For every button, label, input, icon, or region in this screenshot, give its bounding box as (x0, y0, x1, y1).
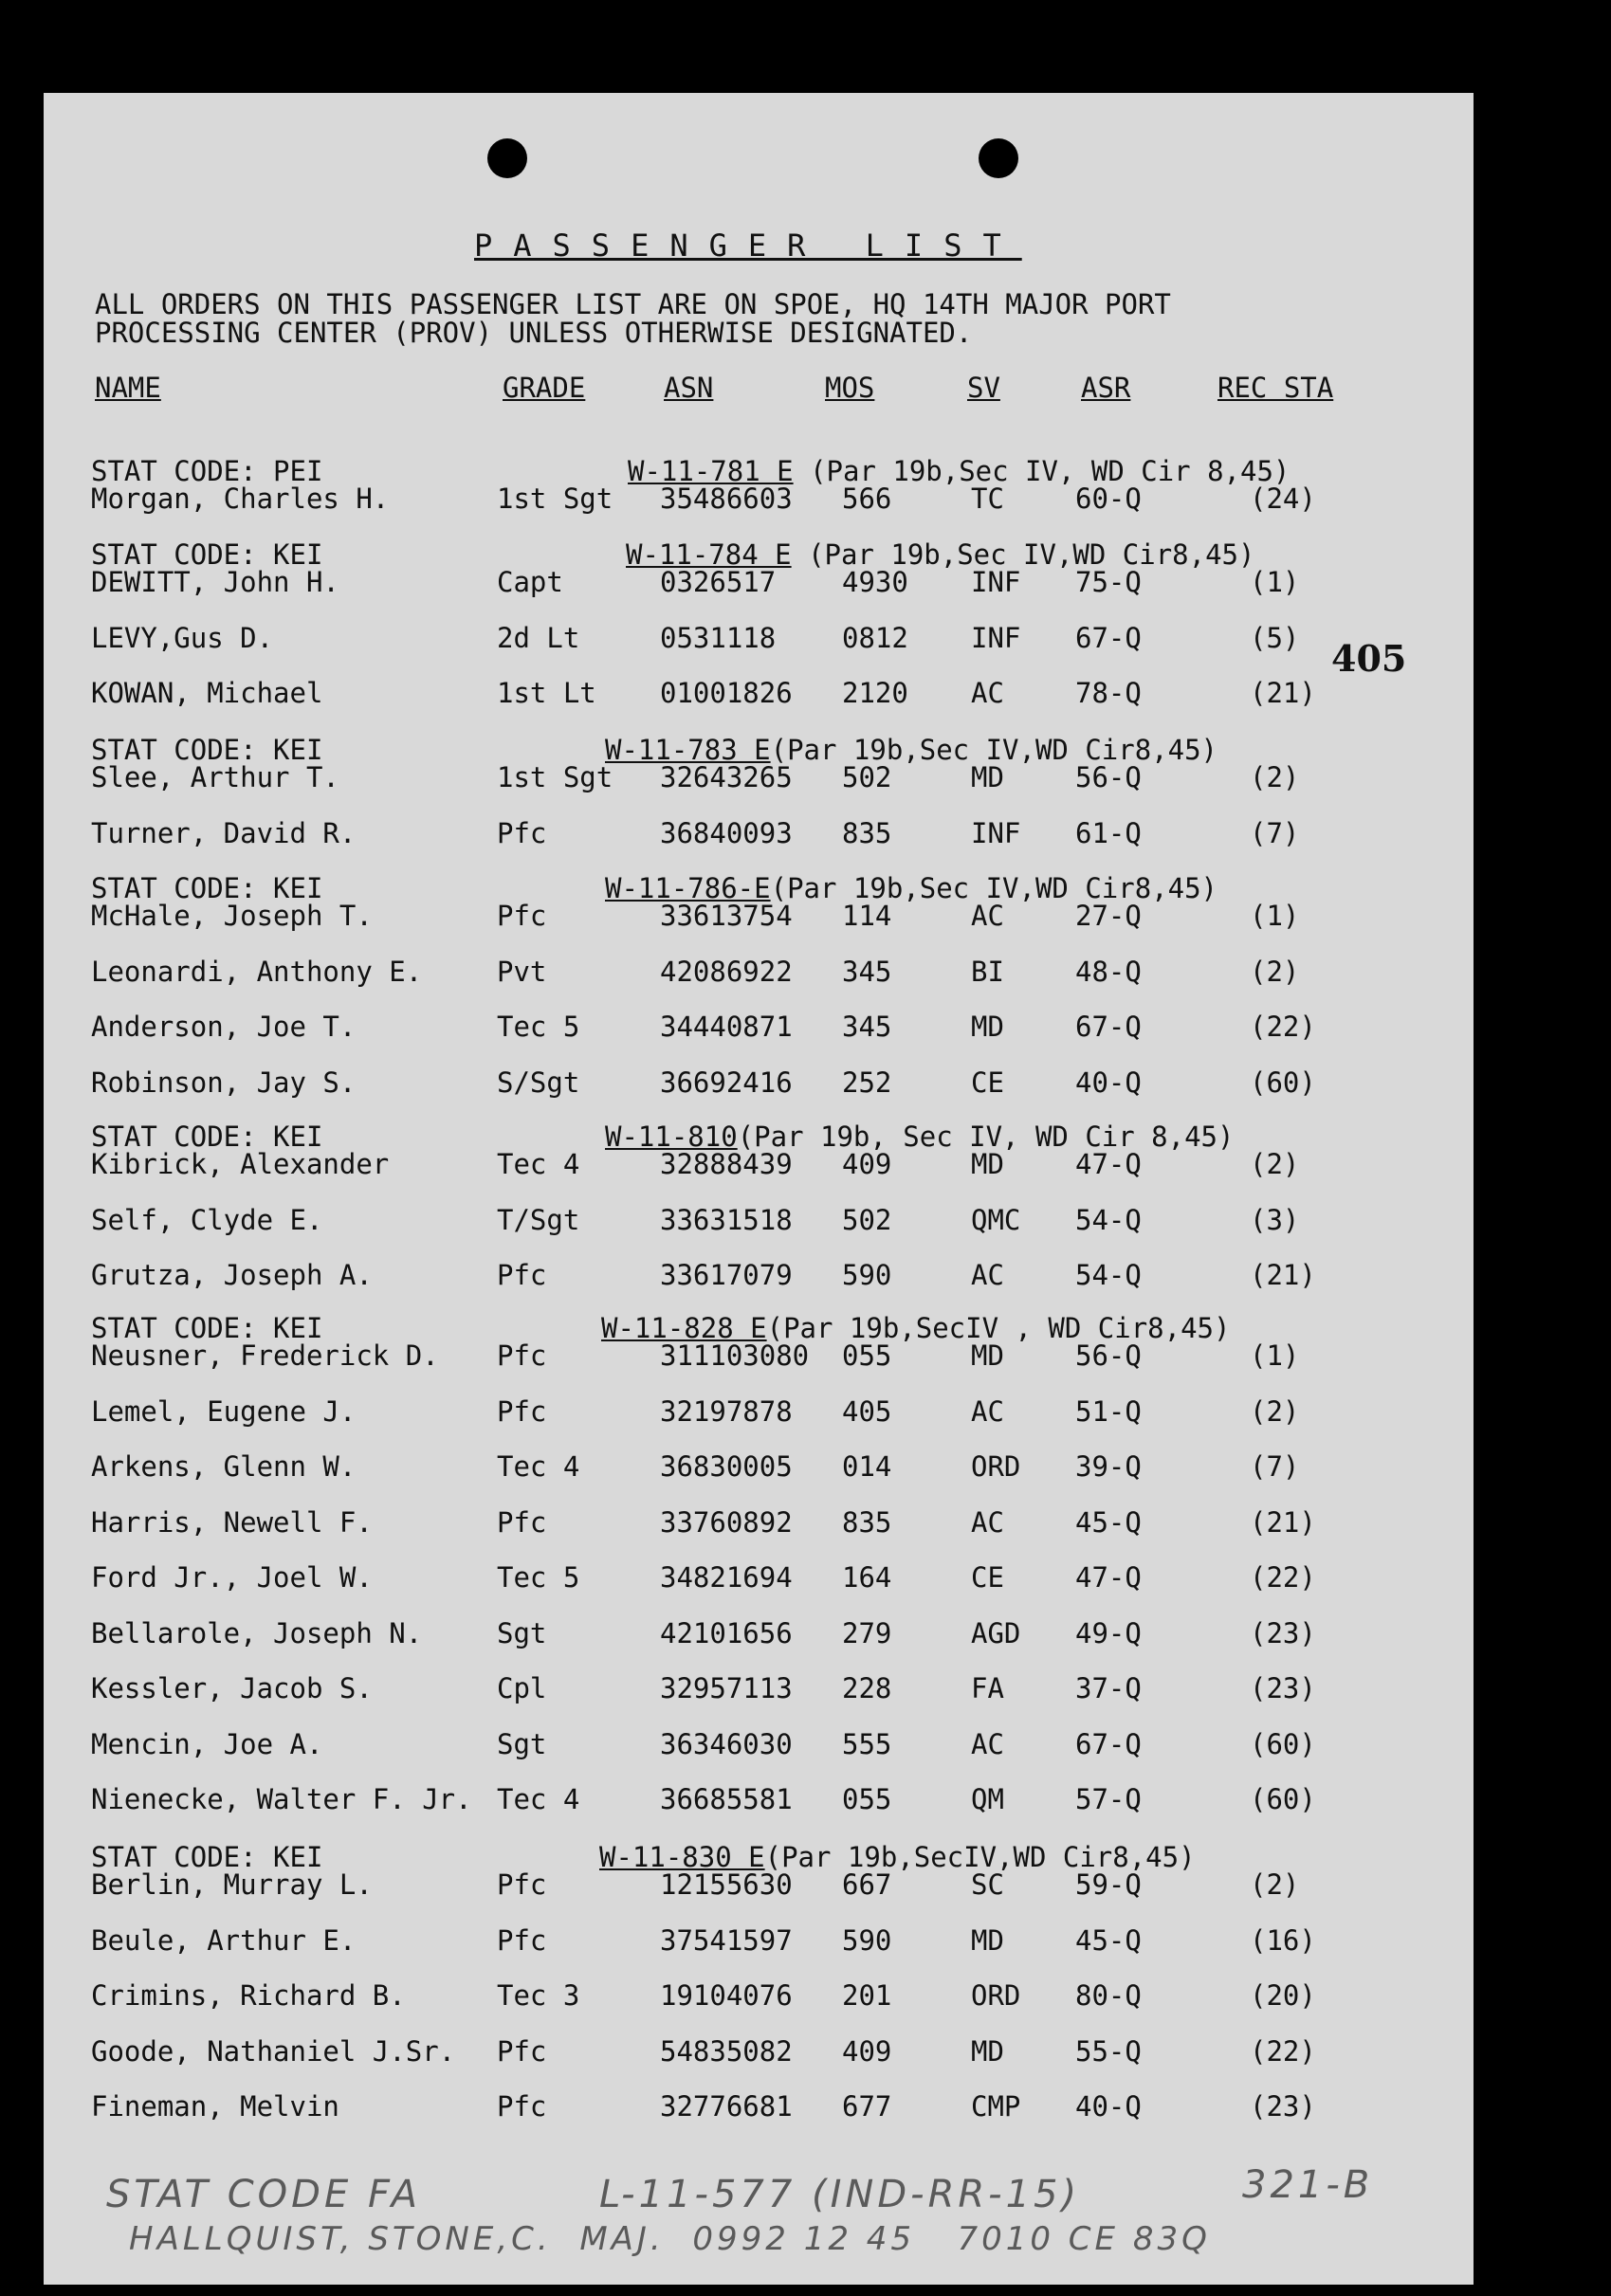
cell-grade: Pfc (497, 1923, 547, 1957)
cell-asr: 37-Q (1075, 1672, 1142, 1704)
order-citation: (Par 19b,Sec IV,WD Cir8,45) (791, 538, 1255, 571)
handwritten-order: L-11-577 (IND-RR-15) (599, 2173, 1081, 2216)
cell-mos: 590 (842, 1923, 892, 1957)
cell-asr: 49-Q (1075, 1616, 1142, 1649)
order-citation: (Par 19b,SecIV , WD Cir8,45) (766, 1312, 1231, 1344)
cell-mos: 228 (842, 1672, 892, 1704)
cell-asr: 75-Q (1075, 566, 1142, 598)
cell-name: Morgan, Charles H. (91, 483, 390, 515)
cell-mos: 566 (842, 483, 892, 515)
cell-mos: 252 (842, 1066, 892, 1099)
cell-asn: 32776681 (660, 2090, 793, 2123)
cell-grade: Tec 3 (497, 1979, 580, 2012)
cell-name: Goode, Nathaniel J.Sr. (91, 2034, 456, 2068)
order-number: W-11-810 (605, 1121, 738, 1153)
stat-code: STAT CODE: KEI (91, 734, 323, 766)
cell-name: Beule, Arthur E. (91, 1923, 357, 1957)
cell-sv: TC (971, 483, 1004, 515)
cell-sv: INF (971, 621, 1021, 654)
cell-asr: 56-Q (1075, 761, 1142, 793)
cell-grade: Pfc (497, 1505, 547, 1539)
cell-grade: 1st Lt (497, 677, 596, 709)
cell-asr: 27-Q (1075, 900, 1142, 932)
cell-mos: 835 (842, 816, 892, 849)
order-number: W-11-784 E (626, 538, 792, 571)
cell-mos: 555 (842, 1727, 892, 1760)
cell-name: Crimins, Richard B. (91, 1979, 406, 2012)
cell-name: Nienecke, Walter F. Jr. (91, 1783, 472, 1815)
cell-asr: 47-Q (1075, 1561, 1142, 1594)
cell-asn: 36692416 (660, 1066, 793, 1099)
cell-name: Lemel, Eugene J. (91, 1394, 357, 1428)
cell-grade: Tec 5 (497, 1011, 580, 1043)
cell-sv: AC (971, 1394, 1004, 1428)
cell-grade: Pfc (497, 816, 547, 849)
cell-mos: 055 (842, 1339, 892, 1372)
cell-grade: Cpl (497, 1672, 547, 1704)
cell-asn: 42086922 (660, 955, 793, 988)
cell-mos: 055 (842, 1783, 892, 1815)
order-number: W-11-830 E (599, 1841, 765, 1873)
cell-name: Kessler, Jacob S. (91, 1672, 373, 1704)
cell-sv: MD (971, 1011, 1004, 1043)
cell-name: Robinson, Jay S. (91, 1066, 357, 1099)
header-mos: MOS (825, 372, 875, 404)
cell-mos: 590 (842, 1259, 892, 1291)
cell-mos: 405 (842, 1394, 892, 1428)
cell-asn: 34821694 (660, 1561, 793, 1594)
cell-asr: 40-Q (1075, 2090, 1142, 2123)
cell-mos: 835 (842, 1505, 892, 1539)
punch-hole (487, 138, 527, 178)
cell-mos: 114 (842, 900, 892, 932)
document-title: PASSENGER LIST (474, 228, 1022, 264)
cell-name: Berlin, Murray L. (91, 1868, 373, 1901)
cell-mos: 279 (842, 1616, 892, 1649)
cell-rec: (7) (1250, 816, 1300, 849)
cell-grade: T/Sgt (497, 1203, 580, 1236)
cell-name: KOWAN, Michael (91, 677, 323, 709)
cell-sv: CMP (971, 2090, 1021, 2123)
cell-sv: FA (971, 1672, 1004, 1704)
cell-sv: AC (971, 1505, 1004, 1539)
cell-asn: 36840093 (660, 816, 793, 849)
cell-asn: 33760892 (660, 1505, 793, 1539)
cell-asr: 54-Q (1075, 1203, 1142, 1236)
cell-rec: (2) (1250, 1148, 1300, 1180)
cell-mos: 409 (842, 1148, 892, 1180)
cell-sv: BI (971, 955, 1004, 988)
cell-rec: (1) (1250, 566, 1300, 598)
cell-name: Fineman, Melvin (91, 2090, 339, 2123)
cell-asr: 67-Q (1075, 1011, 1142, 1043)
cell-name: DEWITT, John H. (91, 566, 339, 598)
order-citation: (Par 19b,Sec IV, WD Cir 8,45) (793, 455, 1291, 487)
cell-asn: 01001826 (660, 677, 793, 709)
cell-asn: 19104076 (660, 1979, 793, 2012)
cell-grade: Tec 4 (497, 1783, 580, 1815)
cell-sv: QM (971, 1783, 1004, 1815)
cell-name: Neusner, Frederick D. (91, 1339, 439, 1372)
cell-asr: 56-Q (1075, 1339, 1142, 1372)
stat-code: STAT CODE: PEI (91, 455, 323, 487)
cell-mos: 409 (842, 2034, 892, 2068)
orders-note-line-1: ALL ORDERS ON THIS PASSENGER LIST ARE ON SPOE, HQ 14TH MAJOR PORT (95, 288, 1171, 320)
order-number: W-11-828 E (601, 1312, 767, 1344)
cell-name: Mencin, Joe A. (91, 1727, 323, 1760)
cell-rec: (16) (1250, 1923, 1316, 1957)
cell-mos: 502 (842, 1203, 892, 1236)
cell-grade: Pfc (497, 2034, 547, 2068)
punch-hole (979, 138, 1018, 178)
cell-asn: 0326517 (660, 566, 777, 598)
cell-asr: 67-Q (1075, 621, 1142, 654)
cell-mos: 201 (842, 1979, 892, 2012)
cell-sv: ORD (971, 1979, 1021, 2012)
cell-name: Slee, Arthur T. (91, 761, 339, 793)
order-number: W-11-783 E (605, 734, 771, 766)
cell-mos: 2120 (842, 677, 908, 709)
cell-asr: 80-Q (1075, 1979, 1142, 2012)
cell-name: Bellarole, Joseph N. (91, 1616, 423, 1649)
cell-rec: (21) (1250, 1259, 1316, 1291)
cell-asn: 33631518 (660, 1203, 793, 1236)
cell-sv: MD (971, 1339, 1004, 1372)
cell-asn: 36346030 (660, 1727, 793, 1760)
cell-rec: (22) (1250, 1011, 1316, 1043)
cell-asn: 35486603 (660, 483, 793, 515)
cell-mos: 0812 (842, 621, 908, 654)
header-grade: GRADE (503, 372, 586, 404)
cell-rec: (1) (1250, 900, 1300, 932)
cell-grade: Pvt (497, 955, 547, 988)
cell-name: Grutza, Joseph A. (91, 1259, 373, 1291)
cell-name: Anderson, Joe T. (91, 1011, 357, 1043)
cell-grade: Pfc (497, 1394, 547, 1428)
handwritten-officer-line: HALLQUIST, STONE,C. MAJ. 0992 12 45 7010 CE 83Q (129, 2220, 1211, 2258)
cell-sv: AC (971, 900, 1004, 932)
cell-asr: 61-Q (1075, 816, 1142, 849)
cell-sv: INF (971, 816, 1021, 849)
order-citation: (Par 19b,SecIV,WD Cir8,45) (764, 1841, 1196, 1873)
cell-rec: (60) (1250, 1783, 1316, 1815)
stat-code: STAT CODE: KEI (91, 538, 323, 571)
cell-asn: 37541597 (660, 1923, 793, 1957)
cell-sv: AC (971, 1727, 1004, 1760)
cell-rec: (24) (1250, 483, 1316, 515)
cell-asr: 55-Q (1075, 2034, 1142, 2068)
cell-asn: 54835082 (660, 2034, 793, 2068)
cell-grade: Capt (497, 566, 563, 598)
cell-asn: 0531118 (660, 621, 777, 654)
cell-sv: AGD (971, 1616, 1021, 1649)
cell-sv: MD (971, 2034, 1004, 2068)
cell-sv: MD (971, 1923, 1004, 1957)
cell-sv: CE (971, 1561, 1004, 1594)
cell-grade: S/Sgt (497, 1066, 580, 1099)
cell-sv: ORD (971, 1450, 1021, 1483)
cell-mos: 164 (842, 1561, 892, 1594)
stat-code: STAT CODE: KEI (91, 1312, 323, 1344)
cell-asn: 33613754 (660, 900, 793, 932)
cell-grade: Pfc (497, 1339, 547, 1372)
cell-rec: (21) (1250, 1505, 1316, 1539)
cell-grade: 2d Lt (497, 621, 580, 654)
cell-mos: 667 (842, 1868, 892, 1901)
orders-note-line-2: PROCESSING CENTER (PROV) UNLESS OTHERWISE DESIGNATED. (95, 317, 973, 349)
stat-code: STAT CODE: KEI (91, 872, 323, 904)
cell-name: McHale, Joseph T. (91, 900, 373, 932)
cell-name: Arkens, Glenn W. (91, 1450, 357, 1483)
cell-asn: 32197878 (660, 1394, 793, 1428)
header-sv: SV (967, 372, 1000, 404)
cell-mos: 4930 (842, 566, 908, 598)
cell-grade: 1st Sgt (497, 761, 613, 793)
cell-rec: (22) (1250, 2034, 1316, 2068)
order-citation: (Par 19b, Sec IV, WD Cir 8,45) (737, 1121, 1235, 1153)
handwritten-stat-code: STAT CODE FA (106, 2173, 421, 2216)
header-rec-sta: REC STA (1217, 372, 1334, 404)
cell-rec: (60) (1250, 1727, 1316, 1760)
cell-sv: AC (971, 677, 1004, 709)
cell-sv: MD (971, 761, 1004, 793)
cell-grade: Tec 4 (497, 1450, 580, 1483)
stat-code: STAT CODE: KEI (91, 1841, 323, 1873)
cell-asr: 67-Q (1075, 1727, 1142, 1760)
cell-sv: MD (971, 1148, 1004, 1180)
header-asn: ASN (664, 372, 714, 404)
cell-asn: 42101656 (660, 1616, 793, 1649)
handwritten-file-code: 321-B (1242, 2163, 1374, 2207)
cell-asr: 45-Q (1075, 1505, 1142, 1539)
cell-asr: 47-Q (1075, 1148, 1142, 1180)
cell-name: Leonardi, Anthony E. (91, 955, 423, 988)
cell-rec: (21) (1250, 677, 1316, 709)
cell-asr: 48-Q (1075, 955, 1142, 988)
header-name: NAME (95, 372, 161, 404)
cell-asn: 32643265 (660, 761, 793, 793)
cell-rec: (22) (1250, 1561, 1316, 1594)
cell-name: Turner, David R. (91, 816, 357, 849)
order-number: W-11-786-E (605, 872, 771, 904)
cell-sv: INF (971, 566, 1021, 598)
order-citation: (Par 19b,Sec IV,WD Cir8,45) (770, 734, 1218, 766)
cell-sv: SC (971, 1868, 1004, 1901)
order-number: W-11-781 E (628, 455, 794, 487)
cell-asr: 59-Q (1075, 1868, 1142, 1901)
cell-rec: (3) (1250, 1203, 1300, 1236)
cell-sv: CE (971, 1066, 1004, 1099)
cell-grade: 1st Sgt (497, 483, 613, 515)
cell-rec: (1) (1250, 1339, 1300, 1372)
cell-rec: (23) (1250, 2090, 1316, 2123)
cell-asr: 78-Q (1075, 677, 1142, 709)
cell-rec: (7) (1250, 1450, 1300, 1483)
cell-asr: 39-Q (1075, 1450, 1142, 1483)
cell-rec: (2) (1250, 1394, 1300, 1428)
cell-grade: Pfc (497, 1868, 547, 1901)
cell-mos: 014 (842, 1450, 892, 1483)
stat-code: STAT CODE: KEI (91, 1121, 323, 1153)
cell-asr: 54-Q (1075, 1259, 1142, 1291)
cell-rec: (2) (1250, 1868, 1300, 1901)
cell-asr: 57-Q (1075, 1783, 1142, 1815)
cell-asn: 32888439 (660, 1148, 793, 1180)
cell-grade: Tec 4 (497, 1148, 580, 1180)
cell-rec: (5) (1250, 621, 1300, 654)
cell-name: Ford Jr., Joel W. (91, 1561, 373, 1594)
cell-grade: Sgt (497, 1616, 547, 1649)
cell-grade: Pfc (497, 1259, 547, 1291)
cell-rec: (60) (1250, 1066, 1316, 1099)
cell-grade: Pfc (497, 2090, 547, 2123)
cell-name: Harris, Newell F. (91, 1505, 373, 1539)
cell-rec: (2) (1250, 955, 1300, 988)
cell-grade: Sgt (497, 1727, 547, 1760)
cell-asr: 60-Q (1075, 483, 1142, 515)
cell-mos: 345 (842, 1011, 892, 1043)
order-citation: (Par 19b,Sec IV,WD Cir8,45) (770, 872, 1218, 904)
cell-asr: 51-Q (1075, 1394, 1142, 1428)
cell-asn: 12155630 (660, 1868, 793, 1901)
cell-mos: 677 (842, 2090, 892, 2123)
cell-name: Self, Clyde E. (91, 1203, 323, 1236)
cell-asn: 34440871 (660, 1011, 793, 1043)
cell-asr: 45-Q (1075, 1923, 1142, 1957)
cell-rec: (23) (1250, 1672, 1316, 1704)
header-asr: ASR (1081, 372, 1131, 404)
cell-name: LEVY,Gus D. (91, 621, 274, 654)
cell-name: Kibrick, Alexander (91, 1148, 390, 1180)
cell-asn: 33617079 (660, 1259, 793, 1291)
cell-mos: 502 (842, 761, 892, 793)
cell-rec: (20) (1250, 1979, 1316, 2012)
cell-sv: AC (971, 1259, 1004, 1291)
cell-asn: 311103080 (660, 1339, 810, 1372)
cell-rec: (2) (1250, 761, 1300, 793)
page-number: 405 (1331, 637, 1407, 680)
cell-asn: 32957113 (660, 1672, 793, 1704)
cell-grade: Tec 5 (497, 1561, 580, 1594)
cell-mos: 345 (842, 955, 892, 988)
cell-asn: 36830005 (660, 1450, 793, 1483)
cell-rec: (23) (1250, 1616, 1316, 1649)
cell-grade: Pfc (497, 900, 547, 932)
cell-sv: QMC (971, 1203, 1021, 1236)
cell-asn: 36685581 (660, 1783, 793, 1815)
cell-asr: 40-Q (1075, 1066, 1142, 1099)
